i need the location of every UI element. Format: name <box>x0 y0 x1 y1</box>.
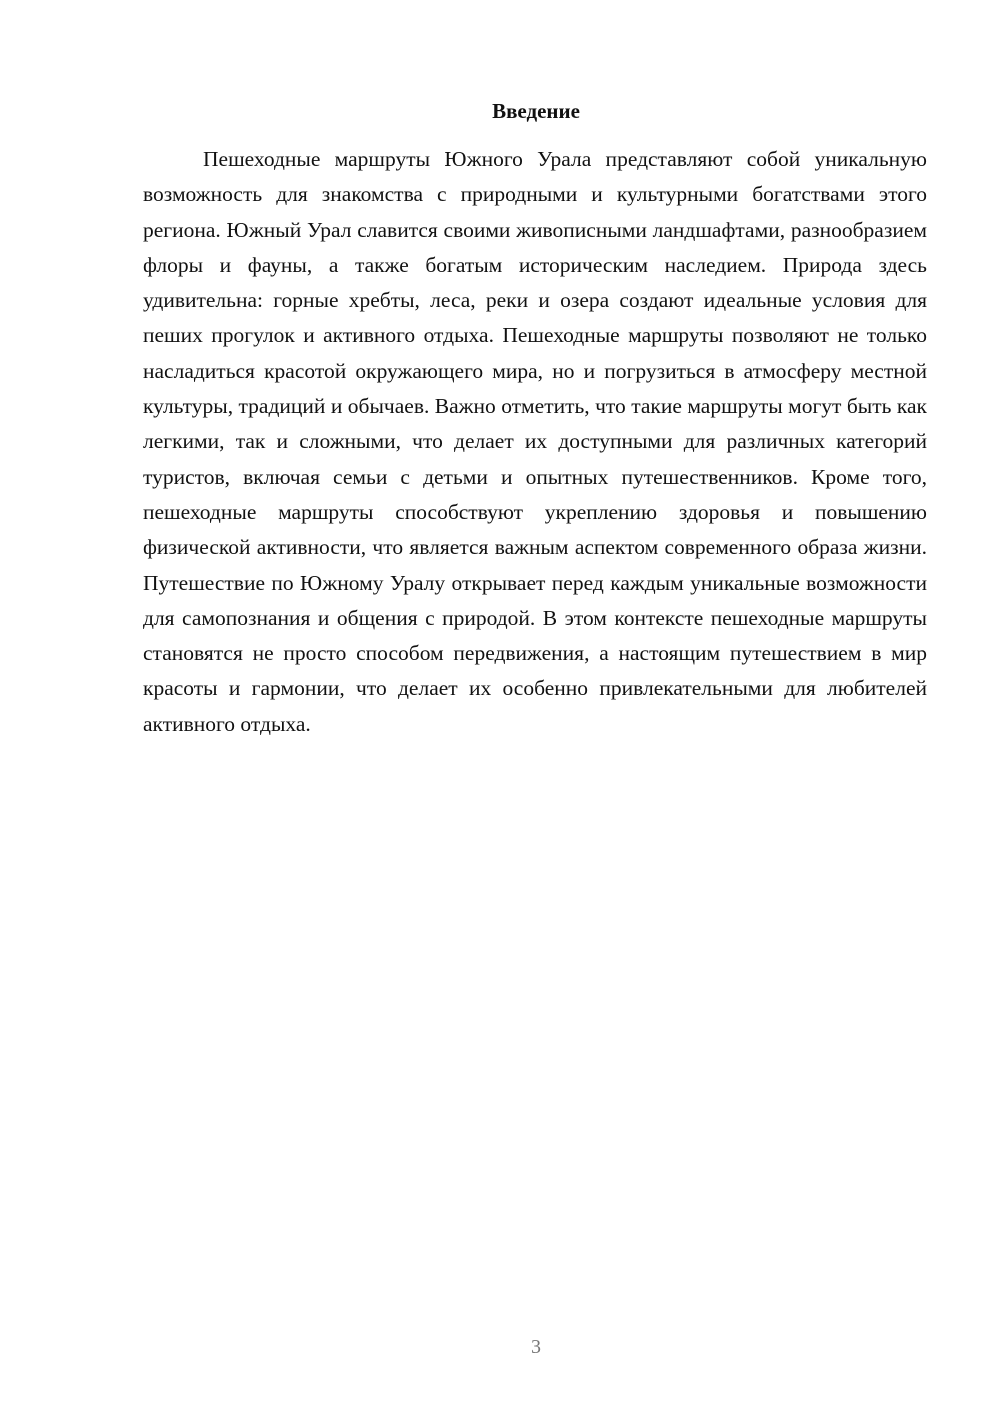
body-paragraph: Пешеходные маршруты Южного Урала представляют собой уникальную возможность для знакомства с природными и культурными богатствами этого региона. Южный Урал славится своими живописными ландшафтами, разнообразием флоры и фауны, а также богатым историческим наследием. Природа здесь удивительна: горные хребты, леса, реки и озера создают идеальные условия для пеших прогулок и активного отдыха. Пешеходные маршруты позволяют не только насладиться красотой окружающего мира, но и погрузиться в атмосферу местной культуры, традиций и обычаев. Важно отметить, что такие маршруты могут быть как легкими, так и сложными, что делает их доступными для различных категорий туристов, включая семьи с детьми и опытных путешественников. Кроме того, пешеходные маршруты способствуют укреплению здоровья и повышению физической активности, что является важным аспектом современного образа жизни. Путешествие по Южному Уралу открывает перед каждым уникальные возможности для самопознания и общения с природой. В этом контексте пешеходные маршруты становятся не просто способом передвижения, а настоящим путешествием в мир красоты и гармонии, что делает их особенно привлекательными для любителей активного отдыха. <box>143 147 927 736</box>
page-number: 3 <box>531 1336 541 1358</box>
page-title: Введение <box>492 99 580 123</box>
